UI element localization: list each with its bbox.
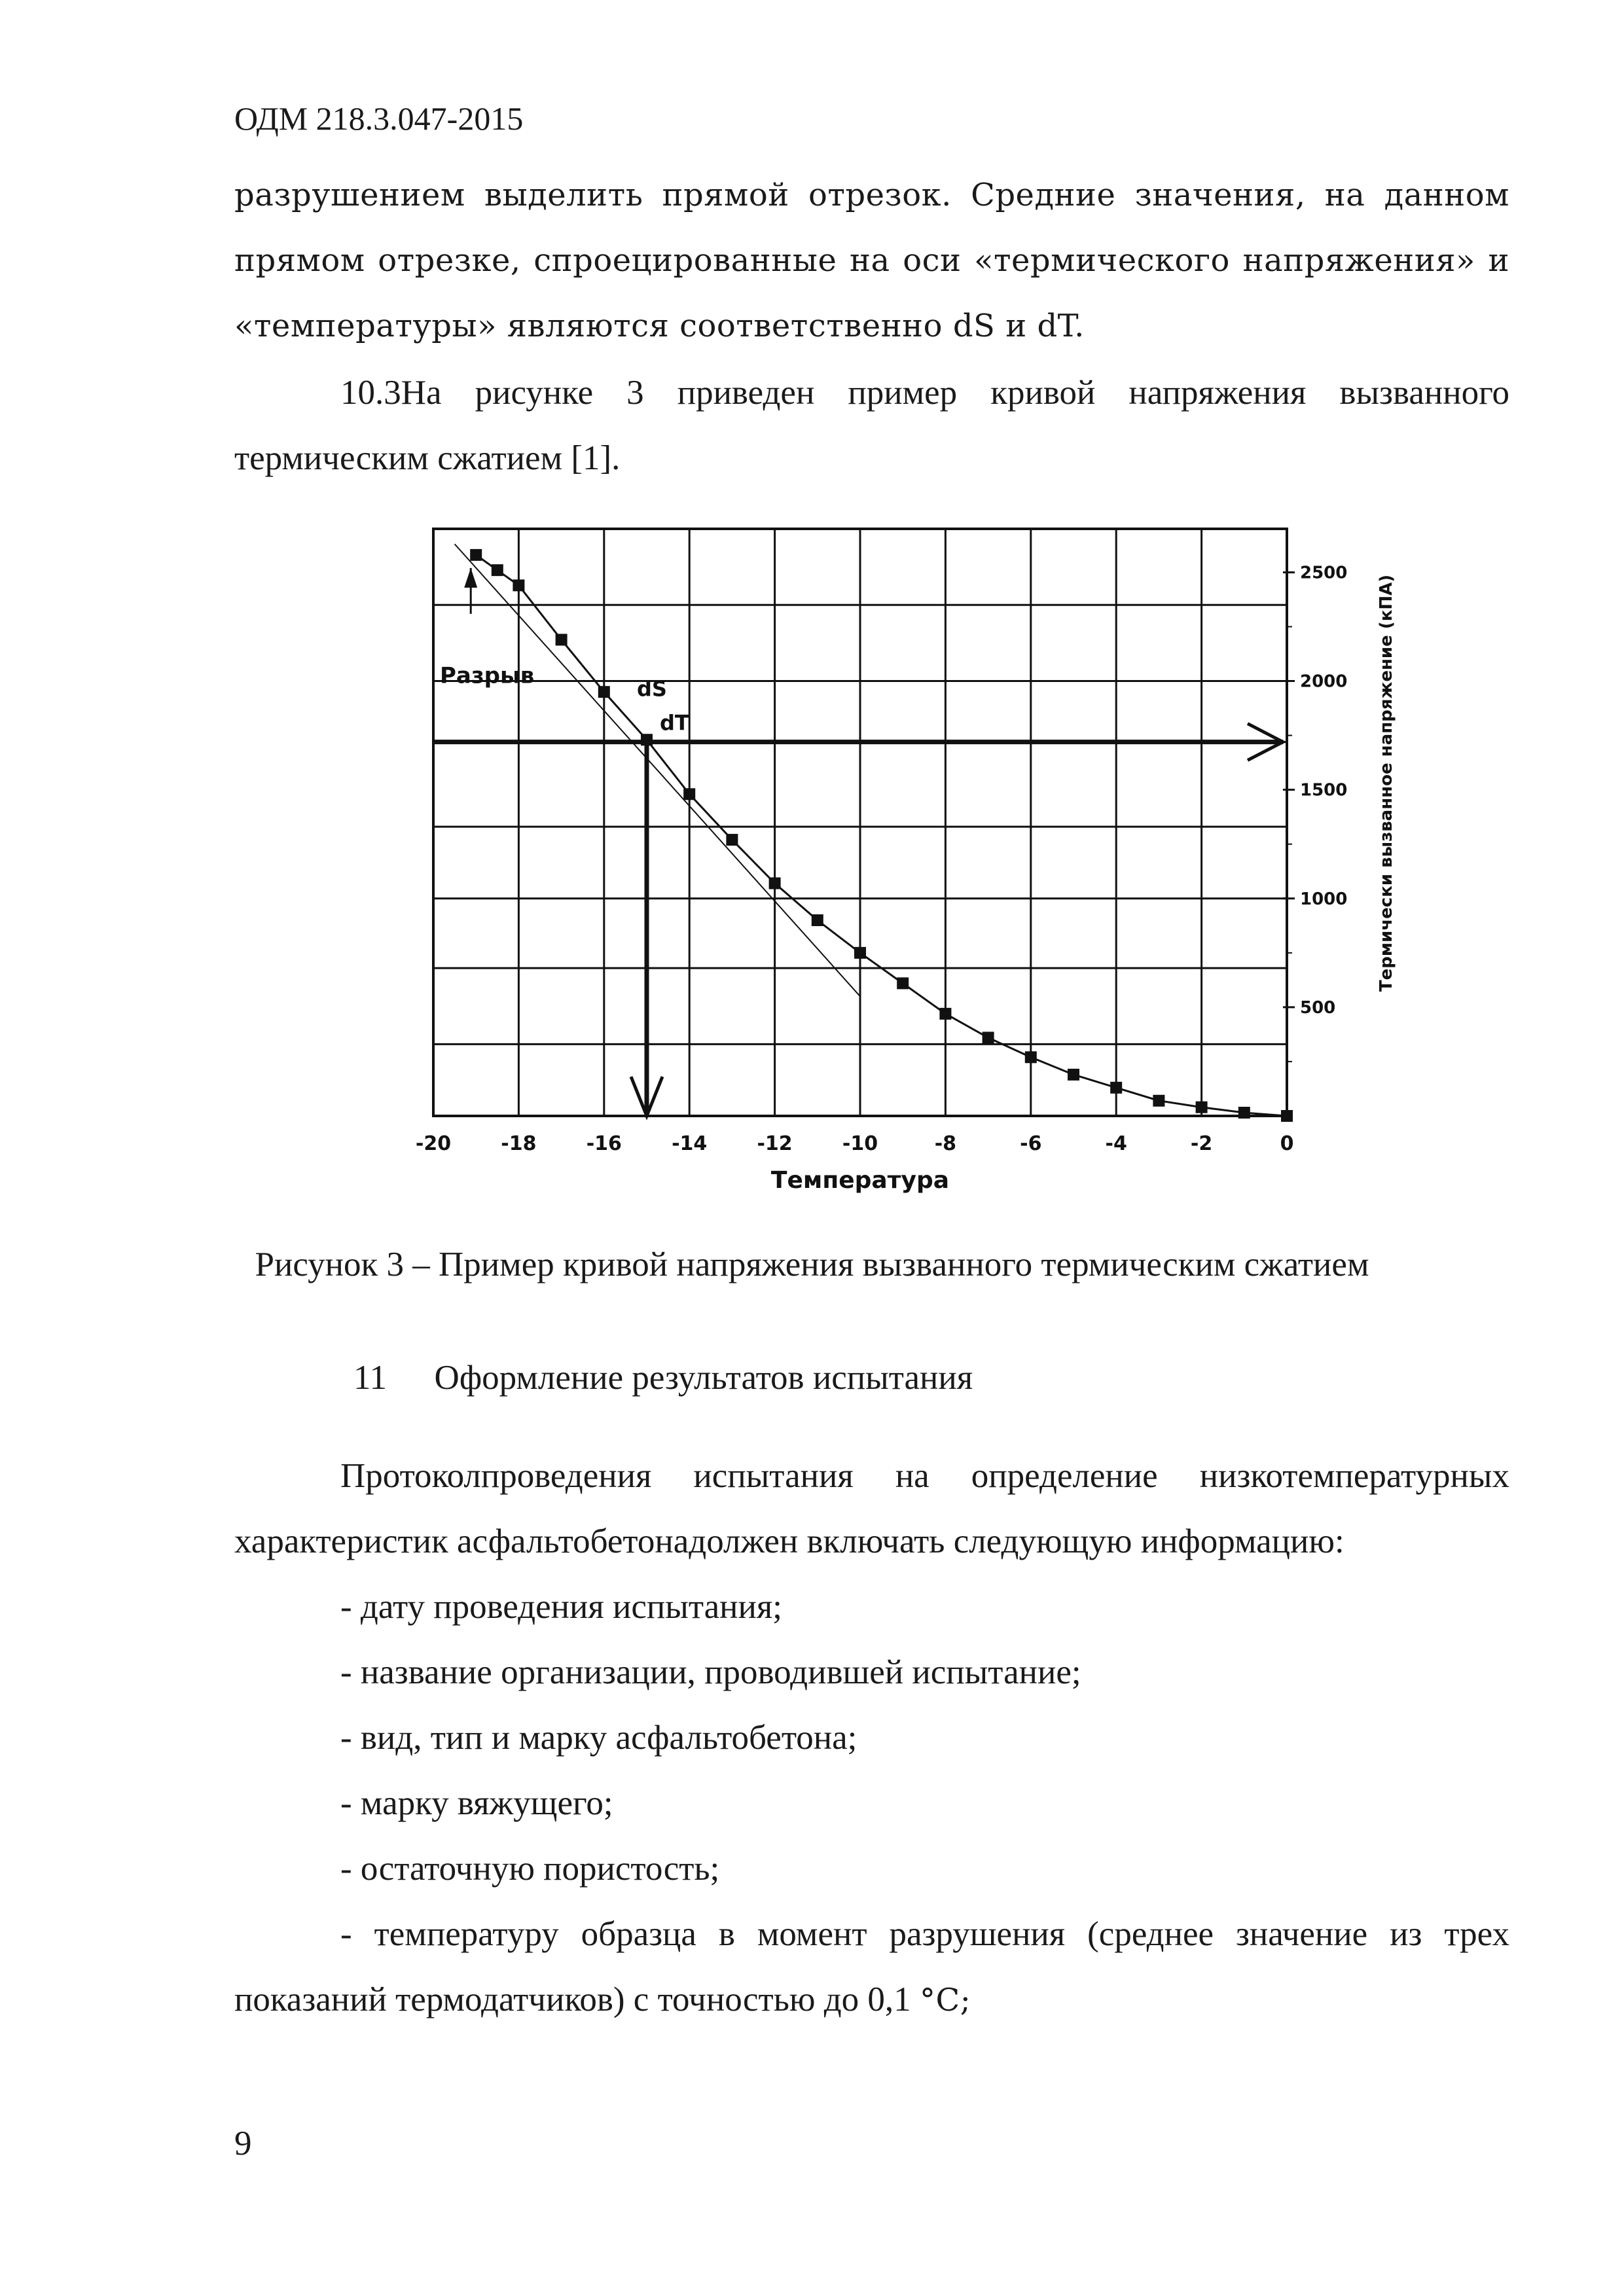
x-tick-label: -12 bbox=[757, 1132, 793, 1155]
dS-label: dS bbox=[637, 676, 667, 702]
protocol-line-1: Протоколпроведения испытания на определение низкотемпературных bbox=[340, 1457, 1509, 1495]
list-item: - дату проведения испытания; bbox=[340, 1588, 782, 1626]
document-header-code: ОДМ 218.3.047-2015 bbox=[234, 100, 524, 137]
x-tick-label: -14 bbox=[672, 1132, 708, 1155]
break-label: Разрыв bbox=[440, 662, 535, 689]
figure-caption: Рисунок 3 – Пример кривой напряжения вызванного термическим сжатием bbox=[255, 1246, 1369, 1283]
intro-line-3: «температуры» являются соответственно dS и dT. bbox=[234, 308, 1085, 344]
y-tick-label: 2000 bbox=[1300, 672, 1348, 692]
tangent-line bbox=[455, 544, 860, 996]
data-point bbox=[1153, 1095, 1164, 1107]
data-point bbox=[854, 947, 866, 959]
para-10-3-line-2: термическим сжатием [1]. bbox=[234, 439, 621, 477]
x-tick-label: -6 bbox=[1020, 1132, 1042, 1155]
y-axis-label: Термически вызванное напряжение (кПА) bbox=[1377, 574, 1396, 992]
unit-celsius: °С; bbox=[919, 1982, 971, 2018]
break-arrowhead bbox=[464, 568, 477, 588]
data-point bbox=[470, 549, 482, 561]
x-tick-label: 0 bbox=[1280, 1132, 1294, 1155]
list-item: - марку вяжущего; bbox=[340, 1784, 613, 1822]
data-point bbox=[939, 1008, 951, 1020]
data-point bbox=[1068, 1069, 1079, 1081]
x-tick-label: -20 bbox=[415, 1132, 452, 1155]
y-tick-label: 2500 bbox=[1300, 563, 1348, 583]
thermal-stress-chart bbox=[406, 517, 1414, 1204]
data-point bbox=[1025, 1051, 1037, 1063]
stress-curve bbox=[476, 555, 1287, 1116]
protocol-line-2: характеристик асфальтобетонадолжен включать следующую информацию: bbox=[234, 1522, 1344, 1560]
data-point bbox=[1110, 1082, 1122, 1094]
list-item: - температуру образца в момент разрушения (среднее значение из трех bbox=[340, 1915, 1509, 1953]
dT-label: dT bbox=[660, 710, 689, 736]
x-axis-label: Температура bbox=[770, 1167, 950, 1194]
list-item: - остаточную пористость; bbox=[340, 1850, 720, 1888]
data-point bbox=[556, 634, 568, 645]
list-item-text: показаний термодатчиков) с точностью до 0,1 bbox=[234, 1981, 920, 2018]
data-point bbox=[492, 564, 503, 576]
list-item: - вид, тип и марку асфальтобетона; bbox=[340, 1719, 857, 1757]
data-point bbox=[769, 878, 781, 889]
data-point bbox=[598, 686, 610, 698]
data-point bbox=[1281, 1110, 1293, 1122]
section-title: Оформление результатов испытания bbox=[434, 1359, 973, 1397]
data-point bbox=[683, 788, 695, 800]
data-point bbox=[812, 914, 823, 926]
x-tick-label: -2 bbox=[1190, 1132, 1213, 1155]
data-point bbox=[983, 1031, 994, 1043]
para-10-3-line-1: 10.3На рисунке 3 приведен пример кривой напряжения вызванного bbox=[340, 374, 1509, 412]
x-tick-label: -10 bbox=[842, 1132, 878, 1155]
section-number: 11 bbox=[353, 1359, 388, 1397]
intro-line-2: прямом отрезке, спроецированные на оси «термического напряжения» и bbox=[234, 242, 1509, 279]
data-point bbox=[897, 977, 909, 989]
y-tick-label: 500 bbox=[1300, 997, 1336, 1018]
data-point bbox=[1196, 1102, 1208, 1113]
page-number: 9 bbox=[234, 2125, 252, 2162]
list-item: - название организации, проводившей испытание; bbox=[340, 1653, 1081, 1691]
x-tick-label: -8 bbox=[934, 1132, 957, 1155]
y-tick-label: 1500 bbox=[1300, 780, 1348, 800]
x-tick-label: -4 bbox=[1105, 1132, 1127, 1155]
intro-line-1: разрушением выделить прямой отрезок. Средние значения, на данном bbox=[234, 177, 1509, 213]
x-tick-label: -16 bbox=[586, 1132, 622, 1155]
y-tick-label: 1000 bbox=[1300, 889, 1348, 909]
x-tick-label: -18 bbox=[501, 1132, 537, 1155]
data-point bbox=[1238, 1107, 1250, 1119]
section-11-heading bbox=[353, 1358, 973, 1397]
data-point bbox=[726, 834, 738, 846]
data-point bbox=[513, 579, 524, 591]
list-item-continuation bbox=[234, 1980, 971, 2019]
